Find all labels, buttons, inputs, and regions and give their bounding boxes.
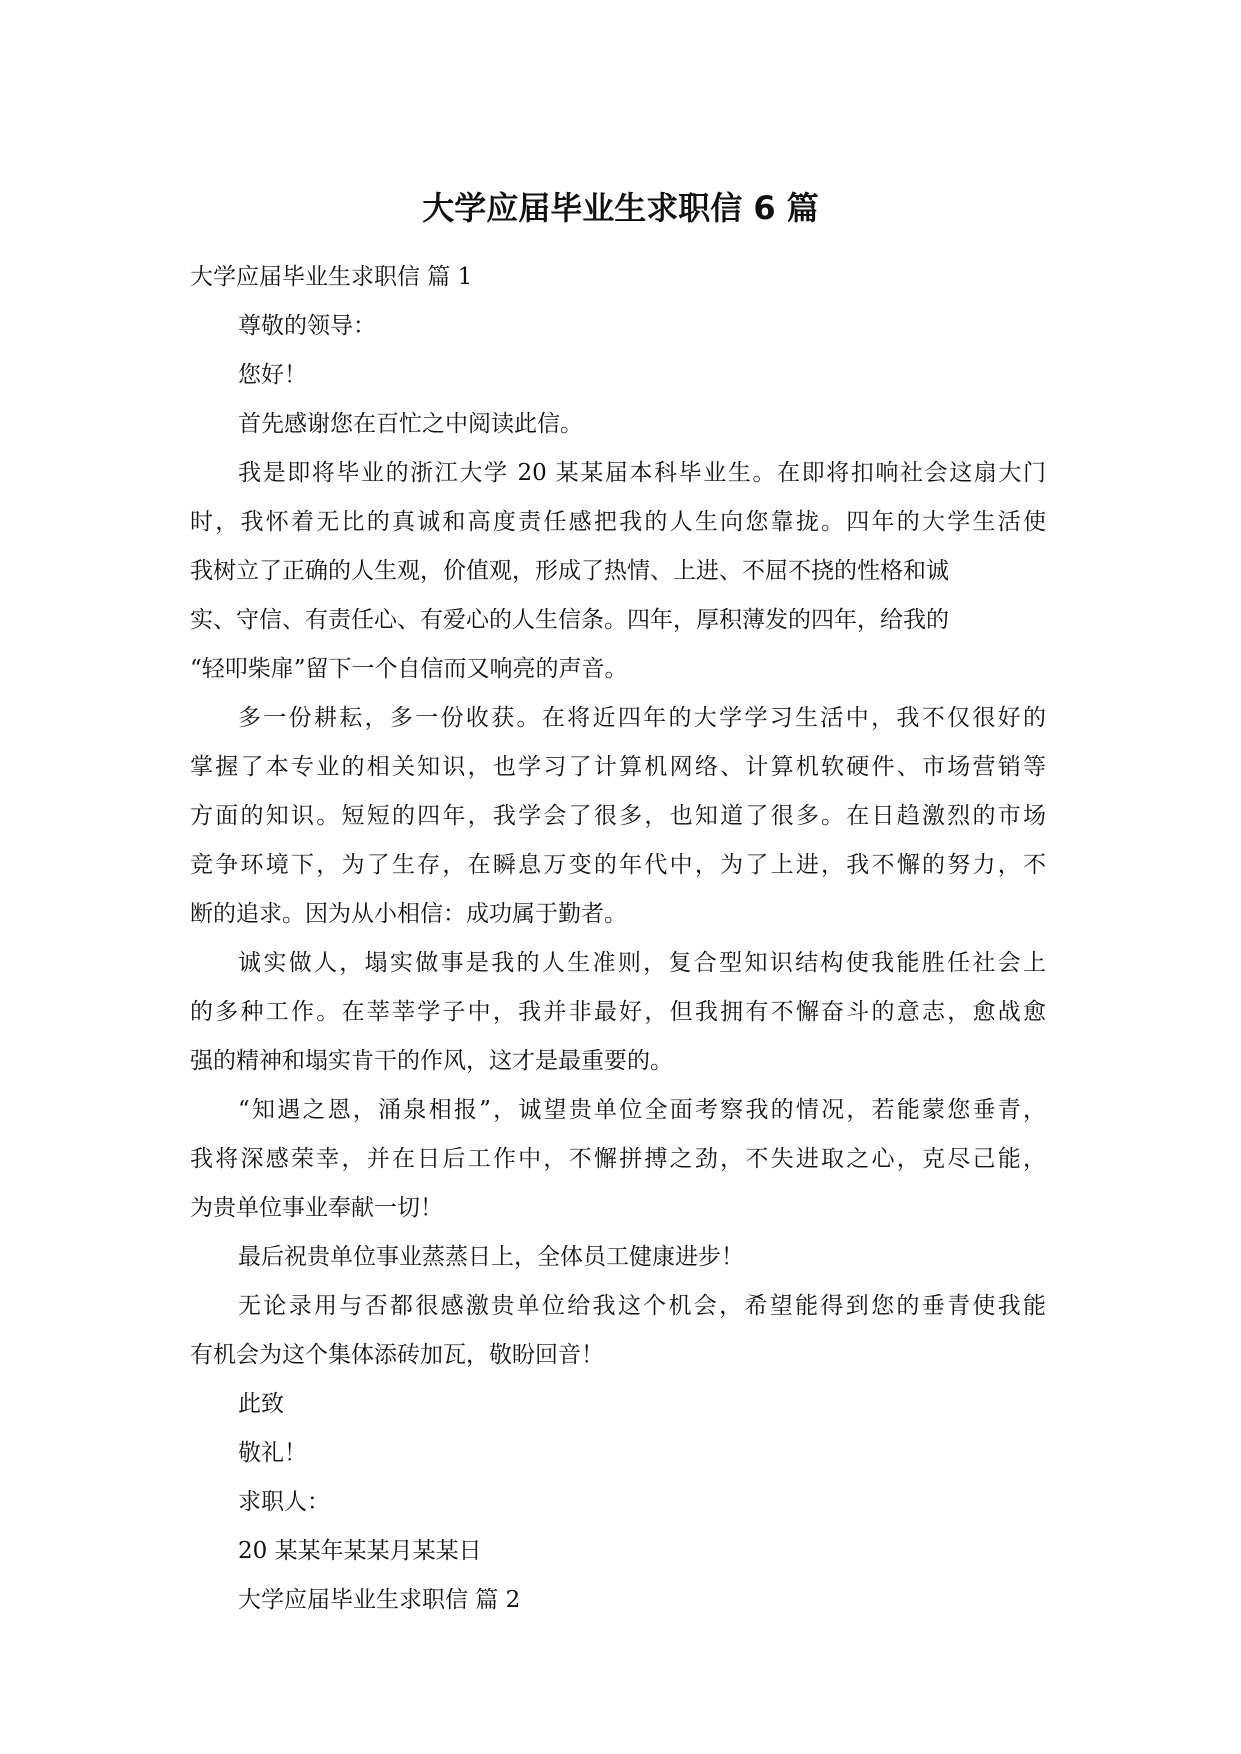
text-line: 断的追求。因为从小相信：成功属于勤者。: [190, 901, 627, 927]
text-line: 大学应届毕业生求职信 篇 1: [190, 264, 473, 290]
text-line: 20 某某年某某月某某日: [238, 1538, 482, 1564]
text-line: 无论录用与否都很感激贵单位给我这个机会，希望能得到您的垂青使我能: [238, 1293, 1046, 1319]
text-line: 诚实做人，塌实做事是我的人生准则，复合型知识结构使我能胜任社会上: [238, 950, 1046, 976]
text-line: 强的精神和塌实肯干的作风，这才是最重要的。: [190, 1048, 673, 1074]
text-line: “轻叩柴扉”留下一个自信而又响亮的声音。: [190, 656, 628, 682]
text-line: 首先感谢您在百忙之中阅读此信。: [238, 411, 583, 437]
text-line: 尊敬的领导：: [238, 313, 376, 339]
text-line: 时，我怀着无比的真诚和高度责任感把我的人生向您靠拢。四年的大学生活使: [190, 509, 1046, 535]
text-line: 实、守信、有责任心、有爱心的人生信条。四年，厚积薄发的四年，给我的: [190, 607, 949, 633]
text-line: 为贵单位事业奉献一切！: [190, 1195, 443, 1221]
text-line: 此致: [238, 1391, 284, 1417]
text-line: “知遇之恩，涌泉相报”，诚望贵单位全面考察我的情况，若能蒙您垂青，: [238, 1097, 1046, 1123]
text-line: 求职人：: [238, 1489, 330, 1515]
text-line: 竞争环境下，为了生存，在瞬息万变的年代中，为了上进，我不懈的努力，不: [190, 852, 1046, 878]
text-line: 掌握了本专业的相关知识，也学习了计算机网络、计算机软硬件、市场营销等: [190, 754, 1046, 780]
document-title: 大学应届毕业生求职信 6 篇: [422, 189, 819, 227]
text-line: 方面的知识。短短的四年，我学会了很多，也知道了很多。在日趋激烈的市场: [190, 803, 1046, 829]
text-line: 我树立了正确的人生观，价值观，形成了热情、上进、不屈不挠的性格和诚: [190, 558, 949, 584]
text-line: 多一份耕耘，多一份收获。在将近四年的大学学习生活中，我不仅很好的: [238, 705, 1046, 731]
text-line: 有机会为这个集体添砖加瓦，敬盼回音！: [190, 1342, 604, 1368]
text-line: 敬礼！: [238, 1440, 307, 1466]
text-line: 最后祝贵单位事业蒸蒸日上，全体员工健康进步！: [238, 1244, 744, 1270]
text-line: 您好！: [238, 362, 307, 388]
text-line: 我将深感荣幸，并在日后工作中，不懈拼搏之劲，不失进取之心，克尽己能，: [190, 1146, 1046, 1172]
text-line: 大学应届毕业生求职信 篇 2: [238, 1587, 521, 1613]
document-body: [190, 253, 1046, 1625]
text-line: 我是即将毕业的浙江大学 20 某某届本科毕业生。在即将扣响社会这扇大门: [238, 460, 1046, 486]
text-line: 的多种工作。在莘莘学子中，我并非最好，但我拥有不懈奋斗的意志，愈战愈: [190, 999, 1046, 1025]
